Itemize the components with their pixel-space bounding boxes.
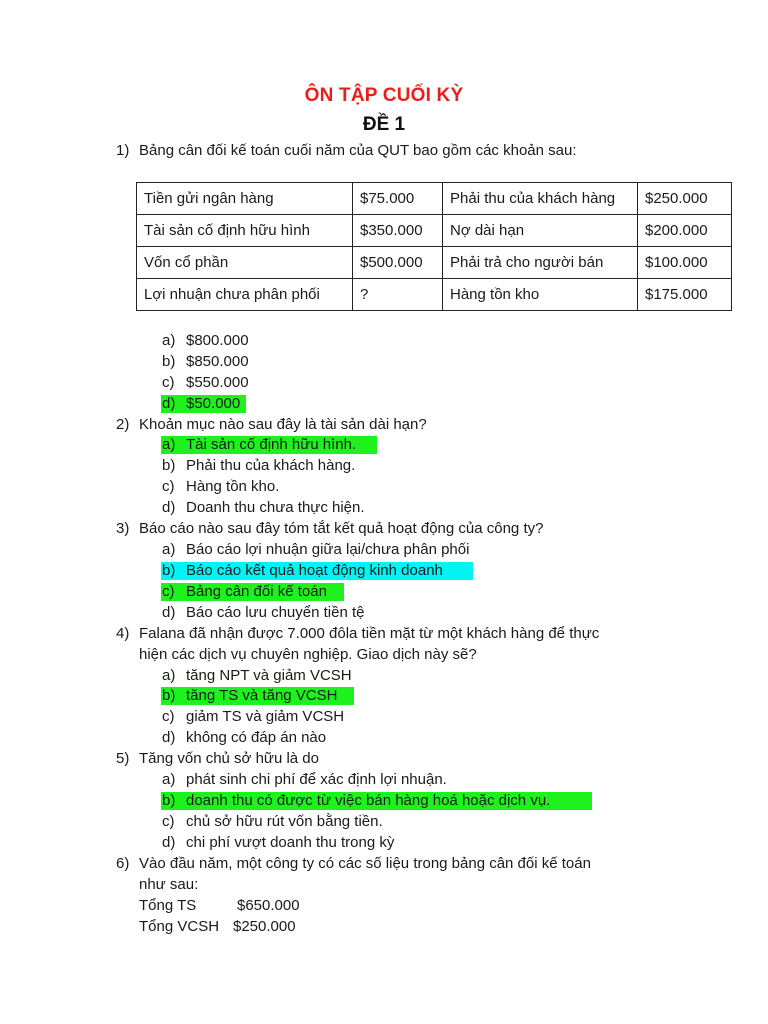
table-cell: ? bbox=[353, 279, 443, 311]
question-text: Bảng cân đối kế toán cuối năm của QUT bao gồm các khoản sau: bbox=[139, 142, 577, 159]
option-letter: a) bbox=[162, 332, 176, 349]
page-subtitle: ĐỀ 1 bbox=[362, 114, 406, 135]
question-text: hiện các dịch vụ chuyên nghiệp. Giao dịch này sẽ? bbox=[139, 646, 477, 663]
question-number: 5) bbox=[116, 750, 130, 767]
option-letter: c) bbox=[162, 708, 175, 725]
option-text: Phải thu của khách hàng. bbox=[186, 457, 356, 474]
option-letter: c) bbox=[162, 374, 175, 391]
question-text: Khoản mục nào sau đây là tài sản dài hạn? bbox=[139, 416, 427, 433]
table-row bbox=[137, 247, 732, 279]
option-letter: b) bbox=[162, 562, 176, 579]
question-number: 6) bbox=[116, 855, 130, 872]
question-text: Tăng vốn chủ sở hữu là do bbox=[139, 750, 319, 767]
question-text: Vào đầu năm, một công ty có các số liệu trong bảng cân đối kế toán bbox=[139, 855, 591, 872]
option-text: giảm TS và giảm VCSH bbox=[186, 708, 345, 725]
option-text: Doanh thu chưa thực hiện. bbox=[186, 499, 365, 516]
table-cell: Nợ dài hạn bbox=[443, 215, 638, 247]
table-cell: $175.000 bbox=[638, 279, 732, 311]
option-letter: a) bbox=[162, 667, 176, 684]
table-cell: $75.000 bbox=[353, 183, 443, 215]
table-row bbox=[137, 183, 732, 215]
data-label: Tổng TS bbox=[139, 897, 197, 914]
option-letter: d) bbox=[162, 499, 176, 516]
table-cell: Phải trả cho người bán bbox=[443, 247, 638, 279]
table-cell: Hàng tồn kho bbox=[443, 279, 638, 311]
table-cell: $350.000 bbox=[353, 215, 443, 247]
option-text: Báo cáo lưu chuyển tiền tệ bbox=[186, 604, 365, 621]
option-text: doanh thu có được từ việc bán hàng hoá hoặc dịch vụ. bbox=[186, 792, 551, 809]
option-letter: d) bbox=[162, 604, 176, 621]
table-cell: Lợi nhuận chưa phân phối bbox=[137, 279, 353, 311]
table-cell: Vốn cổ phần bbox=[137, 247, 353, 279]
question-number: 4) bbox=[116, 625, 130, 642]
option-text: $800.000 bbox=[186, 332, 249, 349]
option-letter: b) bbox=[162, 353, 176, 370]
option-text: chi phí vượt doanh thu trong kỳ bbox=[186, 834, 395, 851]
option-text: $50.000 bbox=[186, 395, 241, 412]
table-cell: $100.000 bbox=[638, 247, 732, 279]
option-text: Hàng tồn kho. bbox=[186, 478, 280, 495]
question-text: Báo cáo nào sau đây tóm tắt kết quả hoạt động của công ty? bbox=[139, 520, 544, 537]
option-text: Bảng cân đối kế toán bbox=[186, 583, 327, 600]
data-label: Tổng VCSH bbox=[139, 918, 220, 935]
option-text: Báo cáo lợi nhuận giữa lại/chưa phân phối bbox=[186, 541, 470, 558]
table-row bbox=[137, 279, 732, 311]
option-text: $850.000 bbox=[186, 353, 249, 370]
option-letter: a) bbox=[162, 541, 176, 558]
option-text: phát sinh chi phí để xác định lợi nhuận. bbox=[186, 771, 447, 788]
option-text: chủ sở hữu rút vốn bằng tiền. bbox=[186, 813, 383, 830]
option-letter: c) bbox=[162, 478, 175, 495]
option-text: $550.000 bbox=[186, 374, 249, 391]
data-value: $250.000 bbox=[233, 918, 296, 935]
table-cell: Phải thu của khách hàng bbox=[443, 183, 638, 215]
option-letter: a) bbox=[162, 771, 176, 788]
option-letter: d) bbox=[162, 834, 176, 851]
option-letter: b) bbox=[162, 687, 176, 704]
option-text: tăng NPT và giảm VCSH bbox=[186, 667, 352, 684]
table-cell: $500.000 bbox=[353, 247, 443, 279]
table-cell: $200.000 bbox=[638, 215, 732, 247]
option-text: Tài sản cố định hữu hình. bbox=[186, 436, 357, 453]
page-title: ÔN TẬP CUỐI KỲ bbox=[304, 85, 464, 106]
option-letter: c) bbox=[162, 813, 175, 830]
option-letter: c) bbox=[162, 583, 175, 600]
balance-sheet-table bbox=[136, 182, 732, 311]
question-text: Falana đã nhận được 7.000 đôla tiền mặt từ một khách hàng để thực bbox=[139, 625, 600, 642]
question-text: như sau: bbox=[139, 876, 199, 893]
option-letter: d) bbox=[162, 395, 176, 412]
option-text: không có đáp án nào bbox=[186, 729, 327, 746]
question-number: 1) bbox=[116, 142, 130, 159]
table-row bbox=[137, 215, 732, 247]
option-letter: a) bbox=[162, 436, 176, 453]
option-letter: b) bbox=[162, 457, 176, 474]
table-cell: $250.000 bbox=[638, 183, 732, 215]
question-number: 3) bbox=[116, 520, 130, 537]
table-cell: Tài sản cố định hữu hình bbox=[137, 215, 353, 247]
option-text: tăng TS và tăng VCSH bbox=[186, 687, 338, 704]
option-text: Báo cáo kết quả hoạt động kinh doanh bbox=[186, 562, 443, 579]
table-cell: Tiền gửi ngân hàng bbox=[137, 183, 353, 215]
question-number: 2) bbox=[116, 416, 130, 433]
option-letter: d) bbox=[162, 729, 176, 746]
option-letter: b) bbox=[162, 792, 176, 809]
data-value: $650.000 bbox=[237, 897, 300, 914]
